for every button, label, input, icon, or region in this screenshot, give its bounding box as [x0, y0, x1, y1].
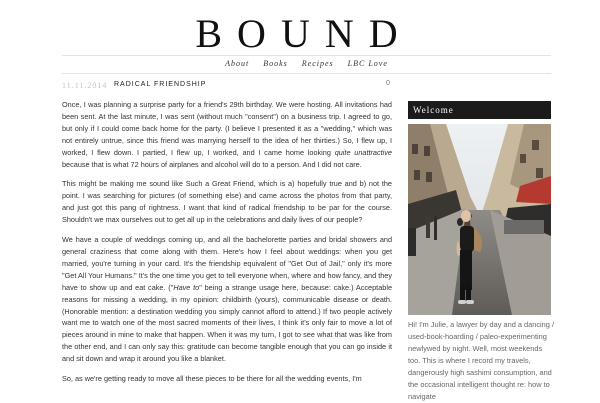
- post-title[interactable]: RADICAL FRIENDSHIP: [114, 81, 207, 88]
- nav-recipes[interactable]: Recipes: [301, 59, 334, 68]
- nav-about[interactable]: About: [225, 59, 250, 68]
- profile-photo: [408, 124, 551, 315]
- nav-lbc-love[interactable]: LBC Love: [347, 59, 388, 68]
- welcome-bio: Hi! I'm Julie, a lawyer by day and a dancing / used-book-hoarding / paleo-experimenting newlywed by night. Well, most weekends too. This is where I record my travels, dangerously high sashimi consumption, and the occasional intelligent thought re: how to navigate: [408, 320, 555, 401]
- post-date: 11.11.2014: [62, 81, 108, 90]
- site-title[interactable]: BOUND: [195, 11, 413, 56]
- post-paragraph: Once, I was planning a surprise party for a friend's 29th birthday. We were hosting. All invitations had been sent. At the last minute, I was sent (without much "consent") on a business trip. I agreed to go, but only if I could come back home for the party. (I believe I presented it as a "wedding," which was not entirely untrue, since this friend was marrying herself to the idea of her thirties.) So, I flew up, I worked, I flew down. I partied, I flew up, I worked, and I came home looking quite unattractive because that is what 72 hours of airplanes and alcohol will do to a person. And I did not care.: [62, 100, 392, 169]
- welcome-widget-title: Welcome: [408, 101, 551, 119]
- post-paragraph: So, as we're getting ready to move all these pieces to be there for all the wedding events, I'm: [62, 374, 362, 384]
- post-paragraph: We have a couple of weddings coming up, and all the bachelorette parties and bridal showers and general craziness that come along with them. Here's how I feel about weddings: when you get married, you're turning in your card. It's the friendship equivalent of "Get Out of Jail," only it's more "Get All Your Humans." It's the one time you get to tell everyone when, where and how fancy, and they have to show up and eat cake. ("Have to" being a strange usage here, because: cake.) Acceptable reasons for missing a wedding, in my opinion: childbirth (yours), communicable disease or death. (Honorable mention: a destination wedding you simply cannot afford to attend.) If two people actively want me to watch one of the most sacred moments of their lives, I think it's only fair to move a lot of pieces around in mine to make that happen. When it was my turn, I got to see what that was like from the other end, and I can only say this: gratitude can become tangible enough that you can go inside it and sit down and wrap it around you like a blanket.: [62, 235, 393, 364]
- post-paragraph: This might be making me sound like Such a Great Friend, which is a) hopefully true and b) not the point. I was searching for pictures (of something else) and came across the photos from that party, and just got this pang of rightness. I want that kind of radical friendship to be par for the course. Shouldn't we max ourselves out to get all up in the celebrations and daily lives of our people?: [62, 179, 392, 225]
- nav-books[interactable]: Books: [263, 59, 288, 68]
- main-navigation: [62, 55, 551, 74]
- comment-count-link[interactable]: 0: [386, 80, 390, 87]
- post-header: [62, 80, 392, 92]
- post-body: [62, 99, 392, 393]
